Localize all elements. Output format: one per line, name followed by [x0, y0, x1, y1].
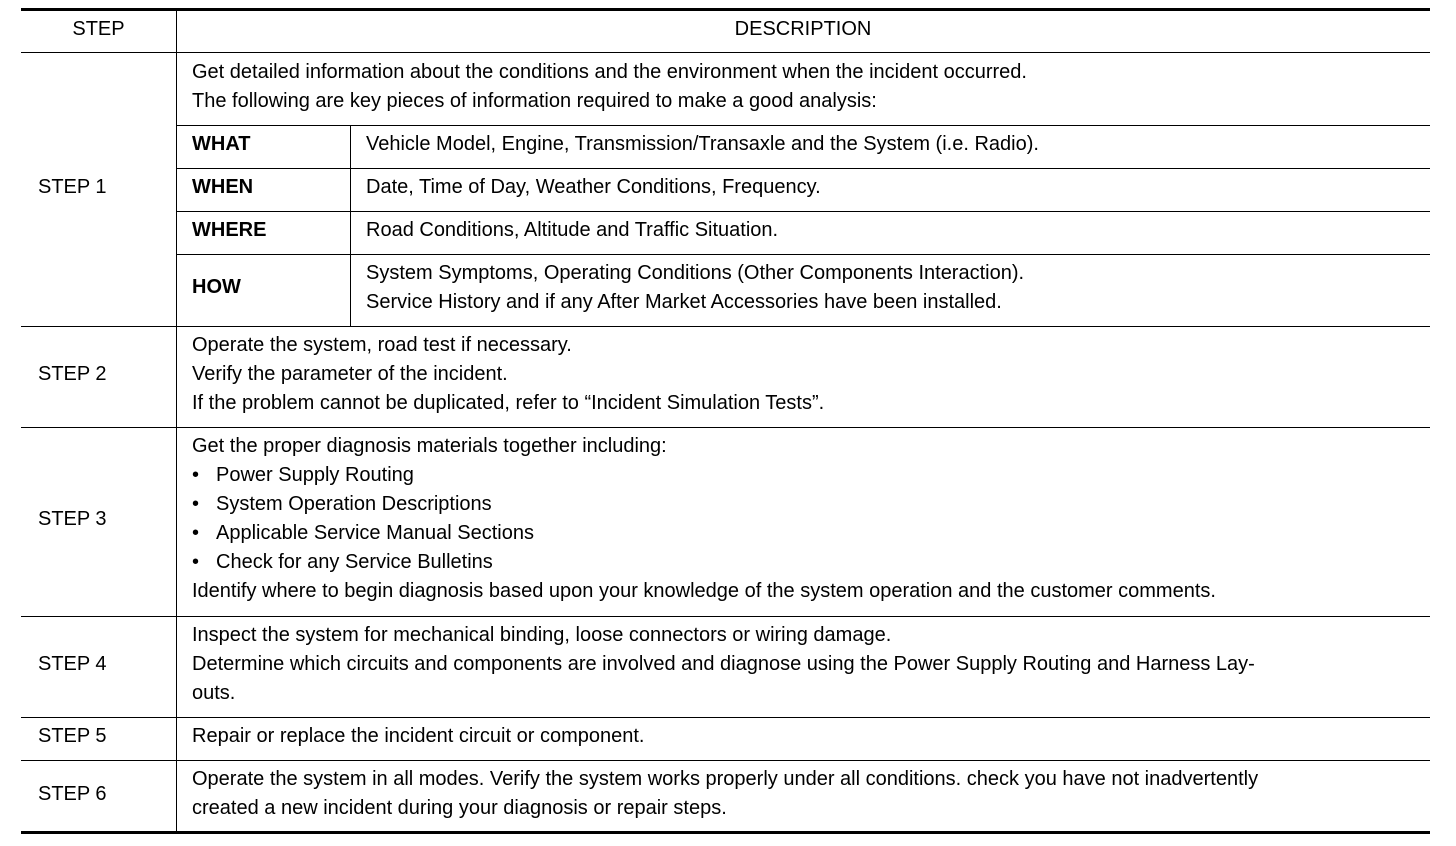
step4-description [192, 621, 1255, 708]
value-what: Vehicle Model, Engine, Transmission/Transaxle and the System (i.e. Radio). [366, 133, 1039, 155]
step1-key-column-divider [350, 125, 351, 327]
step1-row-divider [176, 254, 1430, 255]
step1-row-divider [176, 168, 1430, 169]
step3-label: STEP 3 [38, 508, 107, 530]
step1-row-divider [176, 211, 1430, 212]
step3-description [192, 432, 1216, 606]
key-how: HOW [192, 276, 241, 298]
step4-label: STEP 4 [38, 653, 107, 675]
column-divider [176, 8, 177, 832]
step6-line: created a new incident during your diagnosis or repair steps. [192, 797, 727, 819]
header-description: DESCRIPTION [734, 18, 872, 40]
bullet-item: • System Operation Descriptions [192, 490, 1216, 519]
bullet-item: • Check for any Service Bulletins [192, 548, 1216, 577]
header-divider [21, 52, 1430, 53]
value-how [366, 259, 1024, 317]
step6-label: STEP 6 [38, 783, 107, 805]
step6-description [192, 765, 1258, 823]
value-how-line: System Symptoms, Operating Conditions (Other Components Interaction). [366, 262, 1025, 284]
bullet-item: • Power Supply Routing [192, 461, 1216, 490]
step4-line: Determine which circuits and components are involved and diagnose using the Power Supply Routing and Harness Lay- [192, 653, 1255, 675]
step3-outro: Identify where to begin diagnosis based upon your knowledge of the system operation and the customer comments. [192, 580, 1216, 602]
diagnosis-steps-table [21, 8, 1430, 834]
key-what: WHAT [192, 133, 251, 155]
step4-line: outs. [192, 682, 236, 704]
bullet-item: • Applicable Service Manual Sections [192, 519, 1216, 548]
table-top-border [21, 8, 1430, 11]
key-when: WHEN [192, 176, 254, 198]
step1-intro-line: The following are key pieces of information required to make a good analysis: [192, 90, 877, 112]
step2-line: If the problem cannot be duplicated, refer to “Incident Simulation Tests”. [192, 392, 825, 414]
value-where: Road Conditions, Altitude and Traffic Situation. [366, 219, 779, 241]
step2-line: Verify the parameter of the incident. [192, 363, 508, 385]
step6-line: Operate the system in all modes. Verify the system works properly under all conditions. check you have not inadvertently [192, 768, 1259, 790]
step-divider [21, 760, 1430, 761]
step3-intro: Get the proper diagnosis materials together including: [192, 435, 667, 457]
value-how-line: Service History and if any After Market Accessories have been installed. [366, 291, 1002, 313]
step-divider [21, 616, 1430, 617]
step1-intro-line: Get detailed information about the conditions and the environment when the incident occurred. [192, 61, 1027, 83]
step1-intro [192, 58, 1027, 116]
step5-line: Repair or replace the incident circuit or component. [192, 725, 645, 747]
table-bottom-border [21, 831, 1430, 834]
step2-label: STEP 2 [38, 363, 107, 385]
step2-line: Operate the system, road test if necessary. [192, 334, 572, 356]
step2-description [192, 331, 824, 418]
value-when: Date, Time of Day, Weather Conditions, Frequency. [366, 176, 821, 198]
header-step: STEP [72, 18, 125, 40]
step5-label: STEP 5 [38, 725, 107, 747]
step1-intro-divider [176, 125, 1430, 126]
key-where: WHERE [192, 219, 267, 241]
step-divider [21, 717, 1430, 718]
step1-label: STEP 1 [38, 176, 107, 198]
step4-line: Inspect the system for mechanical binding, loose connectors or wiring damage. [192, 624, 892, 646]
step-divider [21, 326, 1430, 327]
step-divider [21, 427, 1430, 428]
